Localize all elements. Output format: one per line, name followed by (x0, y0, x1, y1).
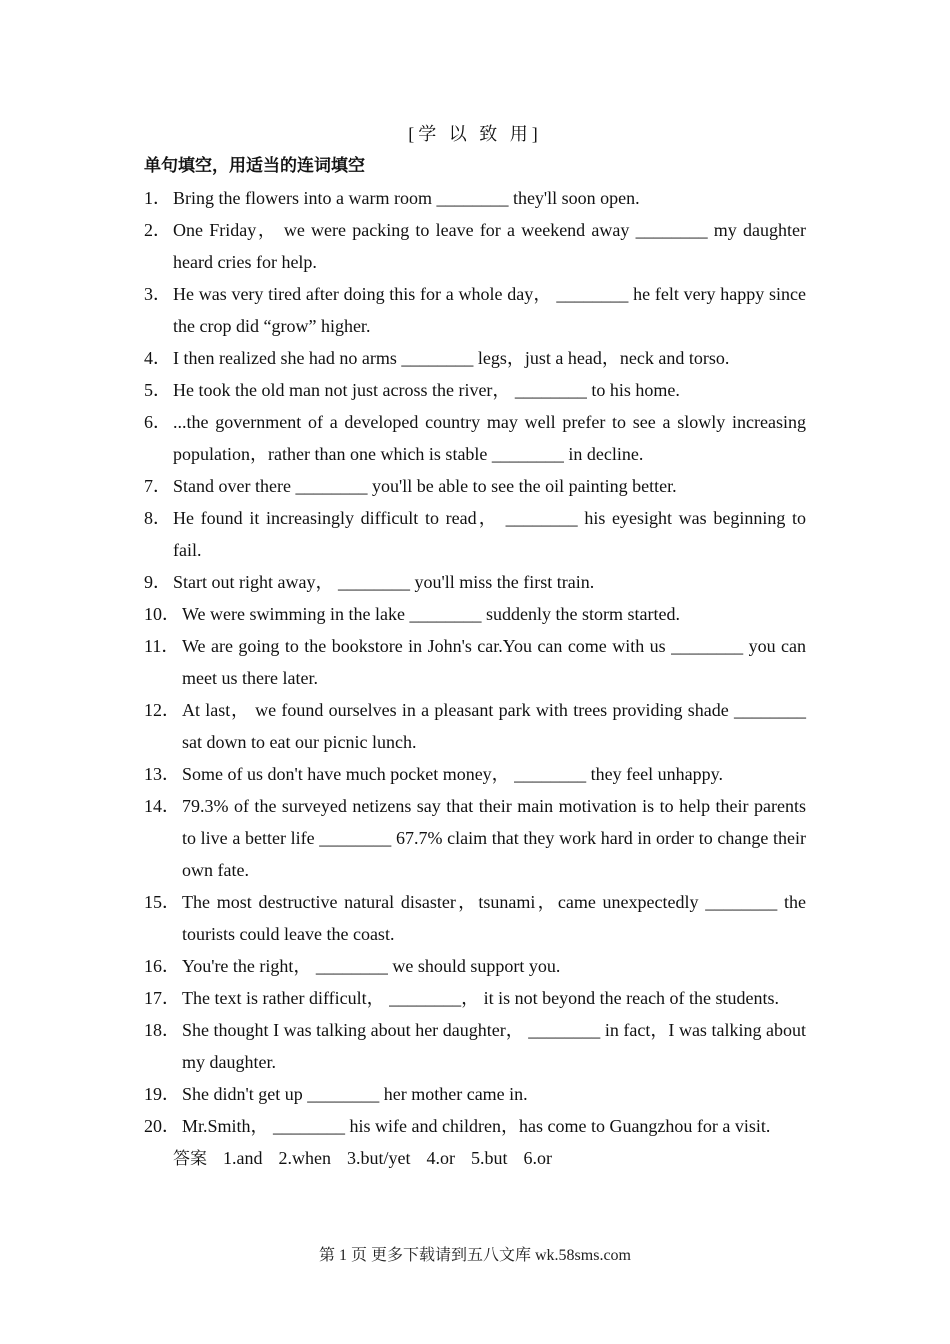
question-item (144, 406, 806, 470)
question-number: 8． (144, 508, 171, 528)
question-text: The most destructive natural disaster，tsunami，came unexpectedly ________ the tourists could leave the coast. (182, 892, 806, 944)
question-item (144, 630, 806, 694)
question-number: 12． (144, 700, 180, 720)
question-item (144, 502, 806, 566)
worksheet-content (144, 118, 806, 1175)
question-number: 11． (144, 636, 180, 656)
question-text: Stand over there ________ you'll be able to see the oil painting better. (173, 476, 677, 496)
question-number: 20． (144, 1116, 180, 1136)
exercise-instruction: 单句填空，用适当的连词填空 (144, 156, 365, 176)
question-text: 79.3% of the surveyed netizens say that their main motivation is to help their parents to live a better life ________ 67.7% claim that they work hard in order to change their own fate. (182, 796, 806, 880)
question-list (144, 182, 806, 1142)
question-number: 7． (144, 476, 171, 496)
question-number: 15． (144, 892, 180, 912)
question-item (144, 982, 806, 1014)
page-footer: 第 1 页 更多下载请到五八文库 wk.58sms.com (318, 1247, 631, 1264)
question-item (144, 470, 806, 502)
question-item (144, 1078, 806, 1110)
question-number: 16． (144, 956, 180, 976)
question-text: You're the right， ________ we should support you. (182, 956, 561, 976)
question-number: 19． (144, 1084, 180, 1104)
question-number: 5． (144, 380, 171, 400)
question-text: He took the old man not just across the river， ________ to his home. (173, 380, 680, 400)
question-number: 14． (144, 796, 180, 816)
question-number: 2． (144, 220, 171, 240)
question-text: We are going to the bookstore in John's car.You can come with us ________ you can meet us there later. (182, 636, 806, 688)
question-text: We were swimming in the lake ________ suddenly the storm started. (182, 604, 680, 624)
answer-line (144, 1142, 806, 1175)
question-text: Some of us don't have much pocket money， ________ they feel unhappy. (182, 764, 723, 784)
answer-items (223, 1148, 568, 1168)
question-item (144, 1110, 806, 1142)
answer-item: 3.but/yet (347, 1148, 411, 1168)
answer-item: 4.or (426, 1148, 455, 1168)
question-text: He found it increasingly difficult to read， ________ his eyesight was beginning to fail. (173, 508, 806, 560)
question-item (144, 886, 806, 950)
question-number: 6． (144, 412, 171, 432)
question-item (144, 214, 806, 278)
question-text: I then realized she had no arms ________ legs，just a head，neck and torso. (173, 348, 730, 368)
question-text: She thought I was talking about her daughter， ________ in fact，I was talking about my daughter. (182, 1020, 806, 1072)
question-text: Mr.Smith， ________ his wife and children，has come to Guangzhou for a visit. (182, 1116, 771, 1136)
answer-item: 5.but (471, 1148, 508, 1168)
question-text: Bring the flowers into a warm room ________ they'll soon open. (173, 188, 640, 208)
question-number: 18． (144, 1020, 180, 1040)
question-item (144, 694, 806, 758)
answer-item: 2.when (278, 1148, 331, 1168)
question-text: He was very tired after doing this for a whole day， ________ he felt very happy since the crop did “grow” higher. (173, 284, 806, 336)
answer-label: 答案 (173, 1149, 207, 1169)
question-text: ...the government of a developed country may well prefer to see a slowly increasing population，rather than one which is stable ________ in decline. (173, 412, 806, 464)
question-item (144, 950, 806, 982)
question-item (144, 278, 806, 342)
section-title: [学 以 致 用] (408, 124, 542, 144)
question-number: 10． (144, 604, 180, 624)
question-text: Start out right away， ________ you'll miss the first train. (173, 572, 595, 592)
question-text: She didn't get up ________ her mother came in. (182, 1084, 528, 1104)
question-item (144, 566, 806, 598)
question-text: At last， we found ourselves in a pleasant park with trees providing shade ________ sat down to eat our picnic lunch. (182, 700, 806, 752)
answer-item: 1.and (223, 1148, 263, 1168)
question-item (144, 758, 806, 790)
question-number: 1． (144, 188, 171, 208)
question-item (144, 1014, 806, 1078)
question-number: 17． (144, 988, 180, 1008)
question-item (144, 598, 806, 630)
question-text: One Friday， we were packing to leave for a weekend away ________ my daughter heard cries for help. (173, 220, 806, 272)
question-item (144, 790, 806, 886)
question-item (144, 342, 806, 374)
question-number: 13． (144, 764, 180, 784)
question-number: 4． (144, 348, 171, 368)
question-number: 9． (144, 572, 171, 592)
question-item (144, 374, 806, 406)
question-number: 3． (144, 284, 171, 304)
question-text: The text is rather difficult， ________， it is not beyond the reach of the students. (182, 988, 780, 1008)
question-item (144, 182, 806, 214)
answer-item: 6.or (523, 1148, 553, 1168)
